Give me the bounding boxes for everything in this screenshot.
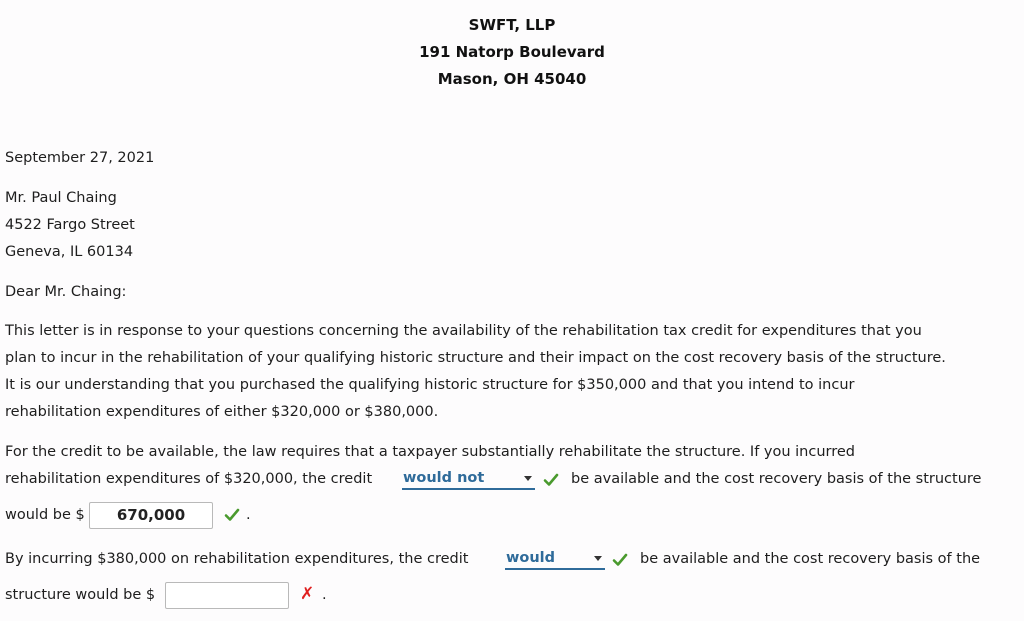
- period: .: [322, 587, 327, 603]
- intro-line: It is our understanding that you purchased the qualifying historic structure for $350,000 and that you intend to incur: [5, 377, 855, 393]
- correct-check-icon: [543, 472, 559, 488]
- para3-line1-suffix: be available and the cost recovery basis of the: [640, 551, 981, 567]
- chevron-down-icon: [524, 476, 532, 481]
- credit-availability-select-2[interactable]: [505, 550, 605, 570]
- basis-input-1[interactable]: 670,000: [89, 502, 213, 529]
- select-value: would: [506, 550, 556, 566]
- chevron-down-icon: [594, 556, 602, 561]
- para2-line2-suffix: be available and the cost recovery basis of the structure: [571, 471, 982, 487]
- credit-availability-select-1[interactable]: [402, 470, 535, 490]
- para2-line3-prefix: would be $: [5, 507, 85, 523]
- correct-check-icon: [612, 552, 628, 568]
- basis-input-2[interactable]: [165, 582, 289, 609]
- incorrect-x-icon: ✗: [300, 584, 315, 604]
- recipient-name: Mr. Paul Chaing: [5, 190, 117, 206]
- recipient-city: Geneva, IL 60134: [5, 244, 134, 260]
- para2-line2-prefix: rehabilitation expenditures of $320,000, the credit: [5, 471, 373, 487]
- intro-line: This letter is in response to your questions concerning the availability of the rehabilitation tax credit for expenditures that you: [5, 323, 922, 339]
- select-value: would not: [403, 470, 485, 486]
- para3-line2-prefix: structure would be $: [5, 587, 156, 603]
- firm-street: 191 Natorp Boulevard: [419, 43, 605, 61]
- para3-line1-prefix: By incurring $380,000 on rehabilitation expenditures, the credit: [5, 551, 469, 567]
- intro-line: plan to incur in the rehabilitation of your qualifying historic structure and their impact on the cost recovery basis of the structure.: [5, 350, 946, 366]
- letter-date: September 27, 2021: [5, 150, 155, 166]
- period: .: [246, 507, 251, 523]
- firm-name: SWFT, LLP: [468, 16, 556, 34]
- intro-line: rehabilitation expenditures of either $320,000 or $380,000.: [5, 404, 439, 420]
- recipient-street: 4522 Fargo Street: [5, 217, 135, 233]
- firm-city: Mason, OH 45040: [437, 70, 587, 88]
- salutation: Dear Mr. Chaing:: [5, 284, 127, 300]
- para2-line1: For the credit to be available, the law requires that a taxpayer substantially rehabilitate the structure. If you incurred: [5, 444, 856, 460]
- correct-check-icon: [224, 507, 240, 523]
